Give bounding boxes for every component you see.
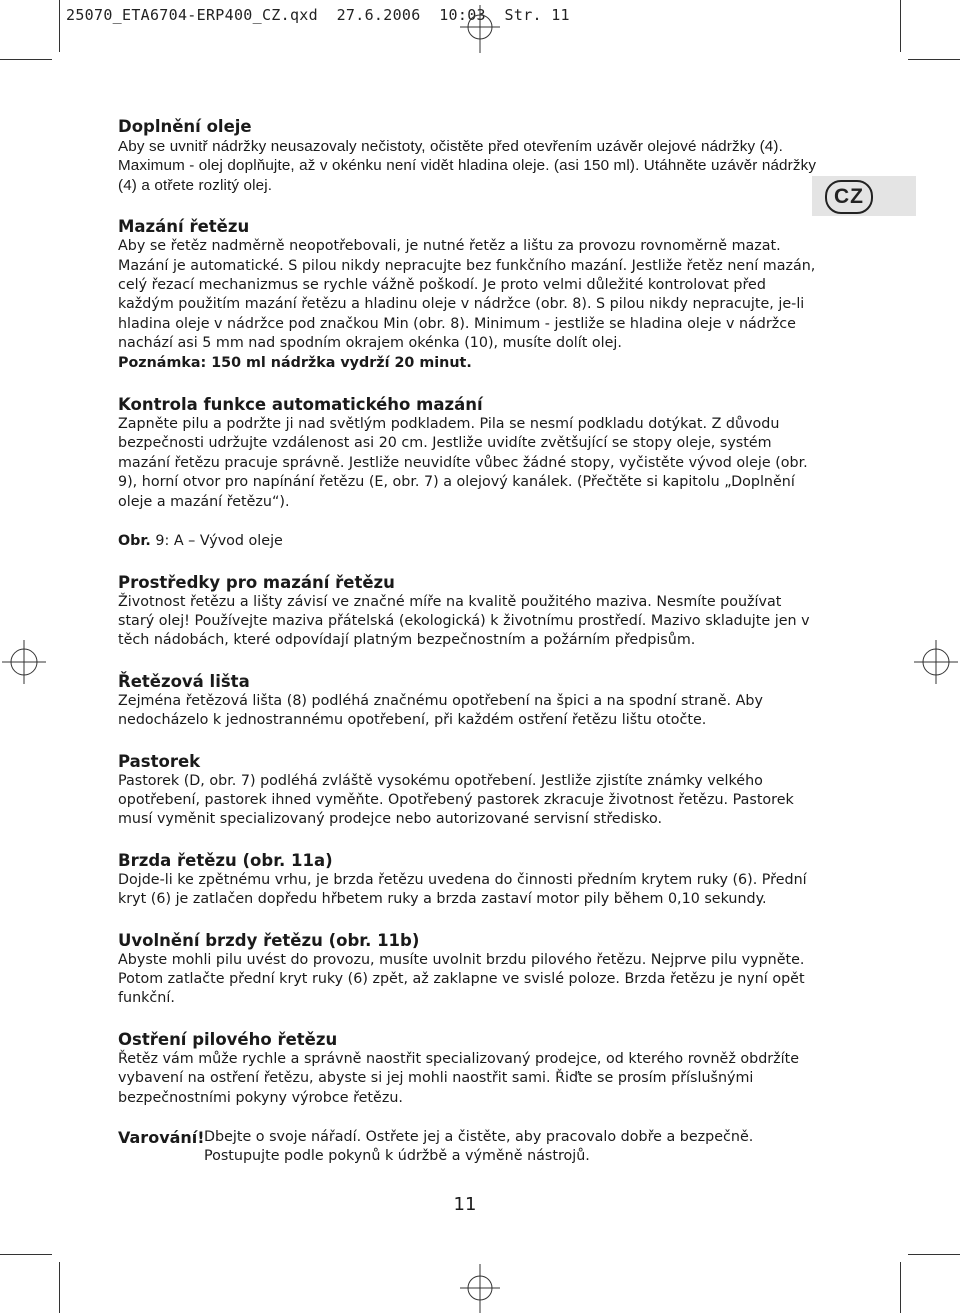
section-oil-refill: [118, 116, 818, 195]
figure-caption: [118, 532, 818, 551]
crop-mark-top-right-h: [908, 59, 960, 60]
section-text: Aby se uvnitř nádržky neusazovaly nečistoty, očistěte před otevřením uzávěr olejové nádržky (4). Maximum - olej doplňujte, až v okénku není vidět hladina oleje. (asi 150 ml). Utáhněte uzávěr nádržky (4) a otřete rozlitý olej.: [118, 138, 817, 194]
crop-mark-bottom-right-h: [908, 1254, 960, 1255]
section-text: Životnost řetězu a lišty závisí ve značné míře na kvalitě použitého maziva. Nesmíte používat starý olej! Používejte maziva přátelská (ekologická) k životnímu prostředí. Mazivo skladujte jen v těch nádobách, které odpovídají platným bezpečnostním a požárním předpisům.: [118, 593, 810, 649]
section-lubrication-check: [118, 394, 818, 551]
section-heading: Ostření pilového řetězu: [118, 1029, 338, 1049]
section-text: Zapněte pilu a podržte ji nad světlým podkladem. Pila se nesmí podkladu dotýkat. Z důvodu bezpečnosti udržujte vzdálenost asi 20 cm. Jestliže uvidíte zvětšující se stopy oleje, systém mazání řetězu pracuje správně. Jestliže neuvidíte vůbec žádné stopy, vyčistěte vývod oleje (obr. 9), horní otvor pro napínání řetězu (E, obr. 7) a olejový kanálek. (Přečtěte si kapitolu „Doplnění oleje a mazání řetězu“).: [118, 416, 808, 510]
section-chain-bar: [118, 671, 818, 731]
section-heading: Kontrola funkce automatického mazání: [118, 395, 483, 415]
registration-mark-right: [914, 640, 958, 684]
registration-mark-left: [2, 640, 46, 684]
section-chain-lubrication: [118, 216, 818, 373]
section-heading: Prostředky pro mazání řetězu: [118, 572, 395, 592]
warning-text: Dbejte o svoje nářadí. Ostřete jej a čistěte, aby pracovalo dobře a bezpečně. Postupujte podle pokynů k údržbě a výměně nástrojů.: [204, 1129, 754, 1165]
section-heading: Uvolnění brzdy řetězu (obr. 11b): [118, 930, 420, 950]
section-heading: Doplnění oleje: [118, 117, 252, 136]
figure-caption-text: 9: A – Vývod oleje: [150, 533, 283, 550]
section-chain-brake: [118, 850, 818, 910]
section-heading: Mazání řetězu: [118, 217, 250, 237]
section-text: Pastorek (D, obr. 7) podléhá zvláště vysokému opotřebení. Jestliže zjistíte známky velkého opotřebení, pastorek ihned vyměňte. Opotřebený pastorek zkracuje životnost řetězu. Pastorek musí vyměnit specializovaný prodejce nebo autorizované servisní středisko.: [118, 772, 794, 828]
figure-label: Obr.: [118, 533, 151, 550]
registration-mark-bottom: [460, 1264, 500, 1313]
crop-mark-bottom-left-h: [0, 1254, 52, 1255]
section-heading: Pastorek: [118, 751, 201, 771]
section-text: Abyste mohli pilu uvést do provozu, musíte uvolnit brzdu pilového řetězu. Nejprve pilu vypněte. Potom zatlačte přední kryt ruky (6) zpět, až zaklapne ve svislé poloze. Brzda řetězu je nyní opět funkční.: [118, 951, 805, 1007]
crop-mark-top-right-v: [900, 0, 901, 52]
warning-block: [118, 1128, 818, 1167]
section-sprocket: [118, 751, 818, 830]
crop-mark-bottom-left-v: [59, 1262, 60, 1313]
section-lubricants: [118, 572, 818, 651]
section-sharpening: [118, 1029, 818, 1108]
section-text: Řetěz vám může rychle a správně naostřit specializovaný prodejce, od kterého rovněž obdržíte vybavení na ostření řetězu, abyste si jej mohli naostřit sami. Řiďte se prosím příslušnými bezpečnostními pokyny výrobce řetězu.: [118, 1050, 800, 1106]
section-heading: Brzda řetězu (obr. 11a): [118, 850, 333, 870]
crop-mark-top-left-v: [59, 0, 60, 52]
print-slug-line: 25070_ETA6704-ERP400_CZ.qxd 27.6.2006 10:03 Str. 11: [66, 6, 570, 24]
page-number: 11: [453, 1194, 477, 1215]
warning-label: Varování!: [118, 1128, 205, 1147]
crop-mark-top-left-h: [0, 59, 52, 60]
section-text: Zejména řetězová lišta (8) podléhá značnému opotřebení na špici a na spodní straně. Aby nedocházelo k jednostrannému opotřebení, při každém ostření řetězu lištu otočte.: [118, 692, 763, 729]
section-brake-release: [118, 930, 818, 1009]
section-text: Aby se řetěz nadměrně neopotřebovali, je nutné řetěz a lištu za provozu rovnoměrně mazat. Mazání je automatické. S pilou nikdy nepracujte bez funkčního mazání. Jestliže řetěz není mazán, celý řezací mechanizmus se rychle vážně poškodí. Je proto velmi důležité kontrolovat před každým použitím mazání řetězu a hladinu oleje v nádržce (obr. 8). S pilou nikdy nepracujte, je-li hladina oleje v nádržce pod značkou Min (obr. 8). Minimum - jestliže se hladina oleje v nádržce nachází asi 5 mm nad spodním okrajem okénka (10), musíte dolít olej.: [118, 238, 816, 352]
language-tab-label: CZ: [825, 180, 873, 214]
section-note: Poznámka: 150 ml nádržka vydrží 20 minut.: [118, 354, 472, 371]
registration-mark-top: [460, 5, 500, 53]
page-content: [118, 116, 818, 1167]
section-heading: Řetězová lišta: [118, 671, 250, 691]
section-text: Dojde-li ke zpětnému vrhu, je brzda řetězu uvedena do činnosti předním krytem ruky (6). Přední kryt (6) je zatlačen dopředu hřbetem ruky a brzda zastaví motor pily během 0,10 sekundy.: [118, 871, 807, 908]
crop-mark-bottom-right-v: [900, 1262, 901, 1313]
